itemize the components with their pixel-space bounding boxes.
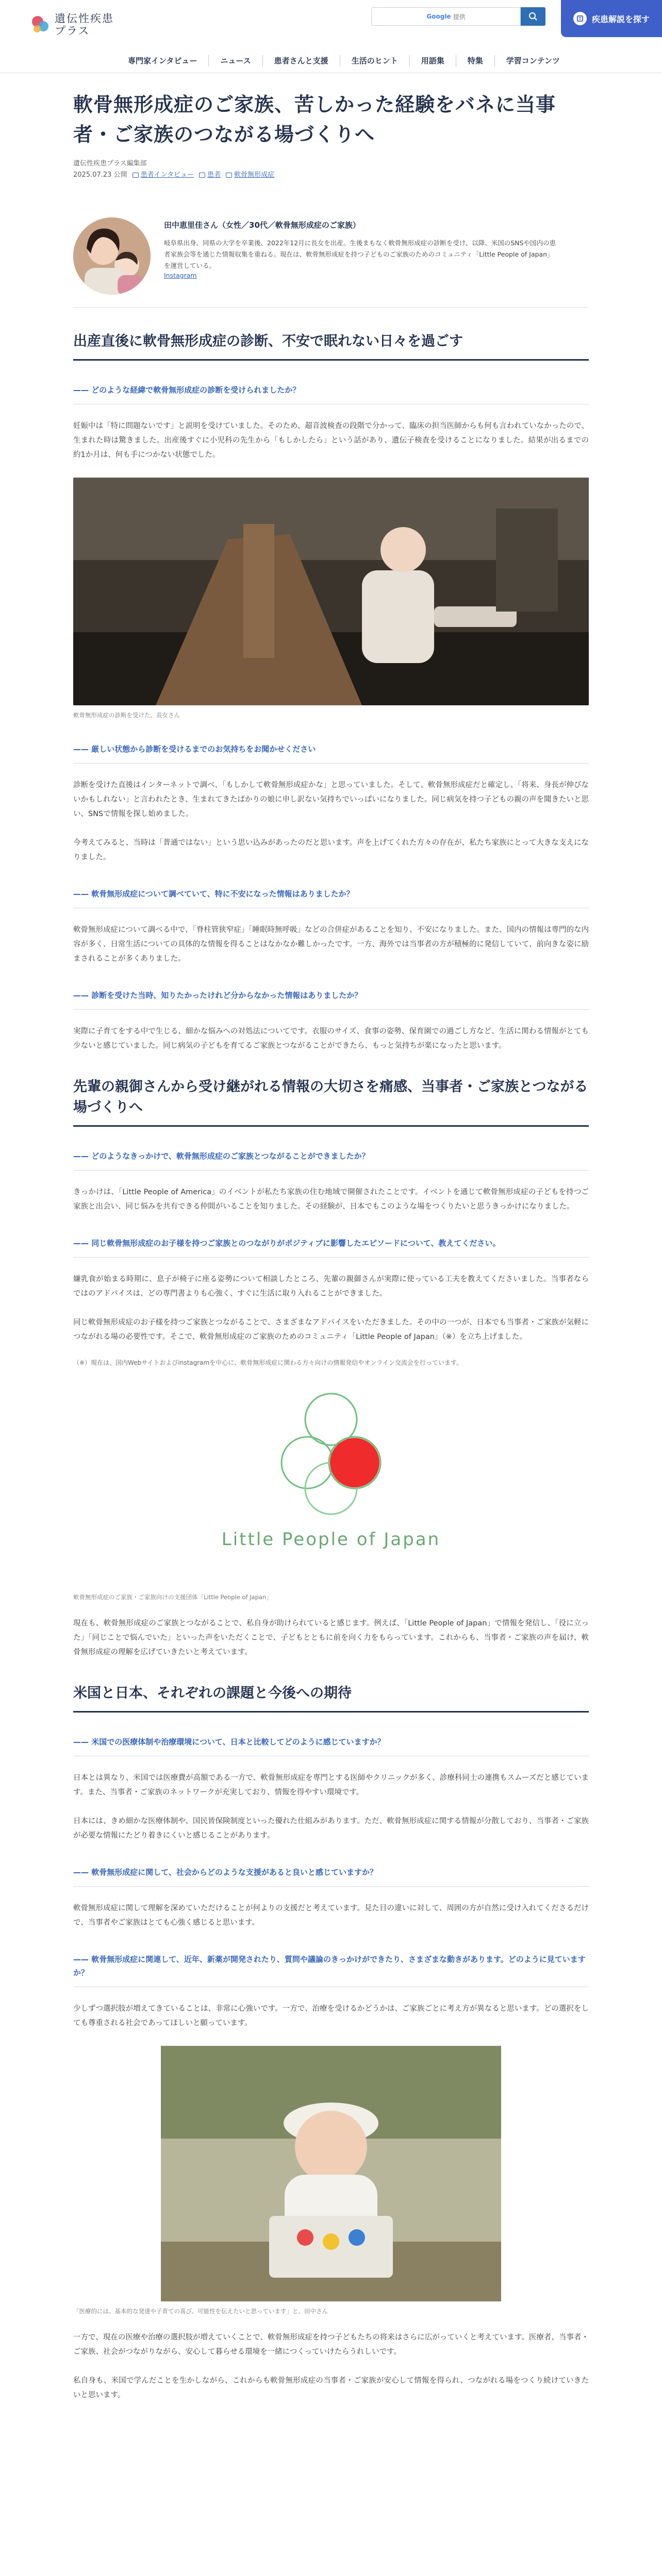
paragraph: 妊娠中は「特に問題ないです」と説明を受けていました。そのため、超音波検査の段階で分かって、臨床の担当医師からも何も言われていなかったので、生まれた時は驚きました。出産後すぐに小児科の先生から「もしかしたら」という話があり、遺伝子検査を受けることになりました。結果が出るまでの約1か月は、何も手につかない状態でした。	[73, 422, 589, 459]
nav-item-life-tips[interactable]: 生活のヒント	[340, 55, 410, 66]
search-button[interactable]	[521, 7, 545, 26]
cta-label: 疾患解説を探す	[591, 14, 650, 24]
interview-question: —— どのような経緯で軟骨無形成症の診断を受けられましたか？	[73, 383, 589, 404]
nav-item-glossary[interactable]: 用語集	[410, 55, 456, 66]
paragraph: 日本には、きめ細かな医療体制や、国民皆保険制度といった優れた仕組みがあります。ただ、軟骨無形成症に関する情報が分散しており、当事者・ご家族が必要な情報にたどり着きにくいと感じることがあります。	[73, 1817, 589, 1840]
child-chair-photo	[73, 478, 589, 705]
tag-icon	[199, 173, 205, 178]
paragraph: 少しずつ選択肢が増えてきていることは、非常に心強いです。一方で、治療を受けるかどうかは、ご家族ごとに考え方が異なると思います。どの選択をしても尊重される社会であってほしいと願っています。	[73, 2005, 589, 2027]
article-title: 軟骨無形成症のご家族、苦しかった経験をバネに当事者・ご家族のつながる場づくりへ	[73, 93, 556, 146]
interview-question: —— 軟骨無形成症に関して、社会からどのような支援があると良いと感じていますか？	[73, 1866, 589, 1887]
interviewee-bio: 岐阜県出身、同県の大学を卒業後、2022年12月に長女を出産。生後まもなく軟骨無形成症の診断を受け、以降、米国のSNSや国内の患者家族会等を通じた情報収集を重ねる。現在は、軟骨無形成症を持つ子どものご家族のためのコミュニティ「Little People of Japan」を運営している。	[164, 239, 556, 269]
paragraph: 私自身も、米国で学んだことを生かしながら、これからも軟骨無形成症の当事者・ご家族が安心して情報を得られ、つながれる場をつくり続けていきたいと思います。	[73, 2377, 589, 2399]
footnote: （※）現在は、国内Webサイトおよびinstagramを中心に、軟骨無形成症に関わる方々向けの情報発信やオンライン交流会を行っています。	[73, 1359, 462, 1366]
site-logo[interactable]	[32, 12, 187, 37]
disease-search-cta-button[interactable]	[561, 0, 662, 37]
logo-line-1: 遺伝性疾患	[55, 12, 114, 25]
article-author: 遺伝性疾患プラス編集部	[73, 160, 147, 167]
section-heading: 出産直後に軟骨無形成症の診断、不安で眠れない日々を過ごす	[73, 331, 589, 361]
article-date: 2025.07.23 公開	[73, 171, 127, 179]
logo-mark-icon	[32, 15, 49, 35]
photo-caption: 「医療的には、基本的な発達や子育ての喜び、可能性を伝えたいと思っています」と、田中さん	[73, 2308, 328, 2315]
search-provider-label: 提供	[453, 13, 466, 21]
interview-question: —— 米国での医療体制や治療環境について、日本と比較してどのように感じていますか？	[73, 1735, 589, 1756]
tag-link-patient[interactable]: 患者	[199, 170, 221, 180]
logo-text	[55, 12, 114, 37]
tag-icon	[133, 173, 139, 178]
article-meta	[73, 159, 589, 180]
interview-question: —— どのようなきっかけで、軟骨無形成症のご家族とつながることができましたか？	[73, 1149, 589, 1171]
paragraph: 軟骨無形成症について調べる中で、「脊柱管狭窄症」「睡眠時無呼吸」などの合併症があることを知り、不安になりました。また、国内の情報は専門的な内容が多く、日常生活についての具体的な情報を得ることはなかなか難しかったです。一方、海外では当事者の方が積極的に発信していて、前向きな姿に励まされることが多くありました。	[73, 926, 589, 963]
section-heading: 先輩の親御さんから受け継がれる情報の大切さを痛感、当事者・ご家族とつながる場づくりへ	[73, 1077, 589, 1127]
paragraph: 診断を受けた直後はインターネットで調べ、「もしかして軟骨無形成症かな」と思っていました。そして、軟骨無形成症だと確定し、「将来、身長が伸びないかもしれない」と言われたとき、生まれてきたばかりの娘に申し訳ない気持ちでいっぱいになりました。同じ病気を持つ子どもの親の声を聞きたいと思い、SNSで情報を探し始めました。	[73, 781, 589, 818]
paragraph: 軟骨無形成症に関して理解を深めていただけることが何よりの支援だと考えています。見た目の違いに対して、周囲の方が自然に受け入れてくださるだけで、当事者やご家族はとても心強く感じると思います。	[73, 1904, 589, 1927]
nav-item-news[interactable]: ニュース	[209, 55, 262, 66]
paragraph: 嫌乳食が始まる時期に、息子が椅子に座る姿勢について相談したところ、先輩の親御さんが実際に使っている工夫を教えてくださいました。当事者ならではのアドバイスは、どの専門書よりも心強く、すぐに生活に取り入れることができました。	[73, 1275, 589, 1298]
paragraph: 実際に子育てをする中で生じる、細かな悩みへの対処法についてです。衣服のサイズ、食事の姿勢、保育園での過ごし方など、生活に関わる情報がとても少ないと感じていました。同じ病気の子どもを育てるご家族とつながることができたら、もっと気持ちが楽になったと思います。	[73, 1027, 589, 1050]
paragraph: 現在も、軟骨無形成症のご家族とつながることで、私自身が助けられていると感じます。例えば、「Little People of Japan」で情報を発信し、「役に立った」「同じことで悩んでいた」といった声をいただくことで、子どもとともに前を向く力をもらっています。これからも、当事者・ご家族の声を届け、軟骨無形成症の理解を広げていきたいと考えています。	[73, 1619, 589, 1656]
paragraph: 今考えてみると、当時は「普通ではない」という思い込みがあったのだと思います。声を上げてくれた方々の存在が、私たち家族にとって大きな支えになりました。	[73, 839, 589, 861]
interviewee-profile	[73, 217, 589, 307]
section-heading: 米国と日本、それぞれの課題と今後への期待	[73, 1683, 589, 1713]
nav-item-interview[interactable]: 専門家インタビュー	[117, 55, 209, 66]
nav-item-patient-support[interactable]: 患者さんと支援	[263, 55, 340, 66]
interview-question: —— 厳しい状態から診断を受けるまでのお気持ちをお聞かせください	[73, 742, 589, 764]
nav-item-features[interactable]: 特集	[456, 55, 495, 66]
community-logo-illustration	[73, 1381, 589, 1587]
paragraph: 同じ軟骨無形成症のお子様を持つご家族とつながることで、さまざまなアドバイスをいただきました。その中の一つが、日本でも当事者・ご家族が気軽につながれる場の必要性です。そこで、軟骨無形成症のご家族のためのコミュニティ「Little People of Japan」（※）を立ち上げました。	[73, 1318, 589, 1341]
book-icon	[573, 12, 587, 25]
child-outdoor-photo	[161, 2046, 501, 2301]
interviewee-instagram-link[interactable]: Instagram	[164, 272, 197, 279]
interview-question: —— 診断を受けた当時、知りたかったけれど分からなかった情報はありましたか？	[73, 989, 589, 1010]
tag-link-interview[interactable]: 患者インタビュー	[133, 170, 194, 180]
search-icon	[528, 12, 538, 21]
article	[73, 73, 589, 2402]
interview-question: —— 同じ軟骨無形成症のお子様を持つご家族とのつながりがポジティブに影響したエピソードについて、教えてください。	[73, 1236, 589, 1258]
little-people-of-japan-logo	[73, 1381, 589, 1587]
tag-icon	[226, 173, 232, 178]
paragraph: きっかけは、「Little People of America」のイベントが私たち家族の住む地域で開催されたことです。イベントを通じて軟骨無形成症の子どもを持つご家族と出会い、同じ悩みを共有できる仲間がいることを知りました。その経験が、日本でもこのような場をつくりたいと思うきっかけになりました。	[73, 1188, 589, 1211]
photo-caption: 軟骨無形成症の診断を受けた、長女さん	[73, 711, 180, 719]
logo-caption: 軟骨無形成症のご家族・ご家族向けの支援団体「Little People of Japan」	[73, 1594, 272, 1601]
paragraph: 日本とは異なり、米国では医療費が高額である一方で、軟骨無形成症を専門とする医師やクリニックが多く、診療科同士の連携もスムーズだと感じています。また、当事者・ご家族のネットワークが充実しており、情報を得やすい環境です。	[73, 1774, 589, 1797]
search-input[interactable]	[371, 7, 521, 26]
paragraph: 一方で、現在の医療や治療の選択肢が増えていくことで、軟骨無形成症を持つ子どもたちの将来はさらに広がっていくと考えています。医療者、当事者・ご家族、社会がつながりながら、安心して暮らせる環境を一緒につくっていけたらうれしいです。	[73, 2333, 589, 2356]
search-brand: Google	[426, 13, 451, 20]
interview-question: —— 軟骨無形成症に関連して、近年、新薬が開発されたり、質問や議論のきっかけができたり、さまざまな動きがあります。どのように見ていますか？	[73, 1953, 589, 1987]
tag-link-achondroplasia[interactable]: 軟骨無形成症	[226, 170, 274, 180]
interviewee-name: 田中恵里佳さん（女性／30代／軟骨無形成症のご家族）	[164, 221, 360, 230]
main-nav	[117, 49, 662, 73]
nav-item-learning[interactable]: 学習コンテンツ	[506, 56, 560, 65]
site-header	[0, 0, 662, 49]
site-search	[371, 7, 545, 26]
profile-divider	[73, 307, 589, 308]
logo-wordmark: Little People of Japan	[221, 1529, 441, 1550]
logo-line-2: プラス	[55, 24, 90, 37]
interviewee-avatar	[73, 217, 151, 295]
interview-question: —— 軟骨無形成症について調べていて、特に不安になった情報はありましたか？	[73, 887, 589, 908]
